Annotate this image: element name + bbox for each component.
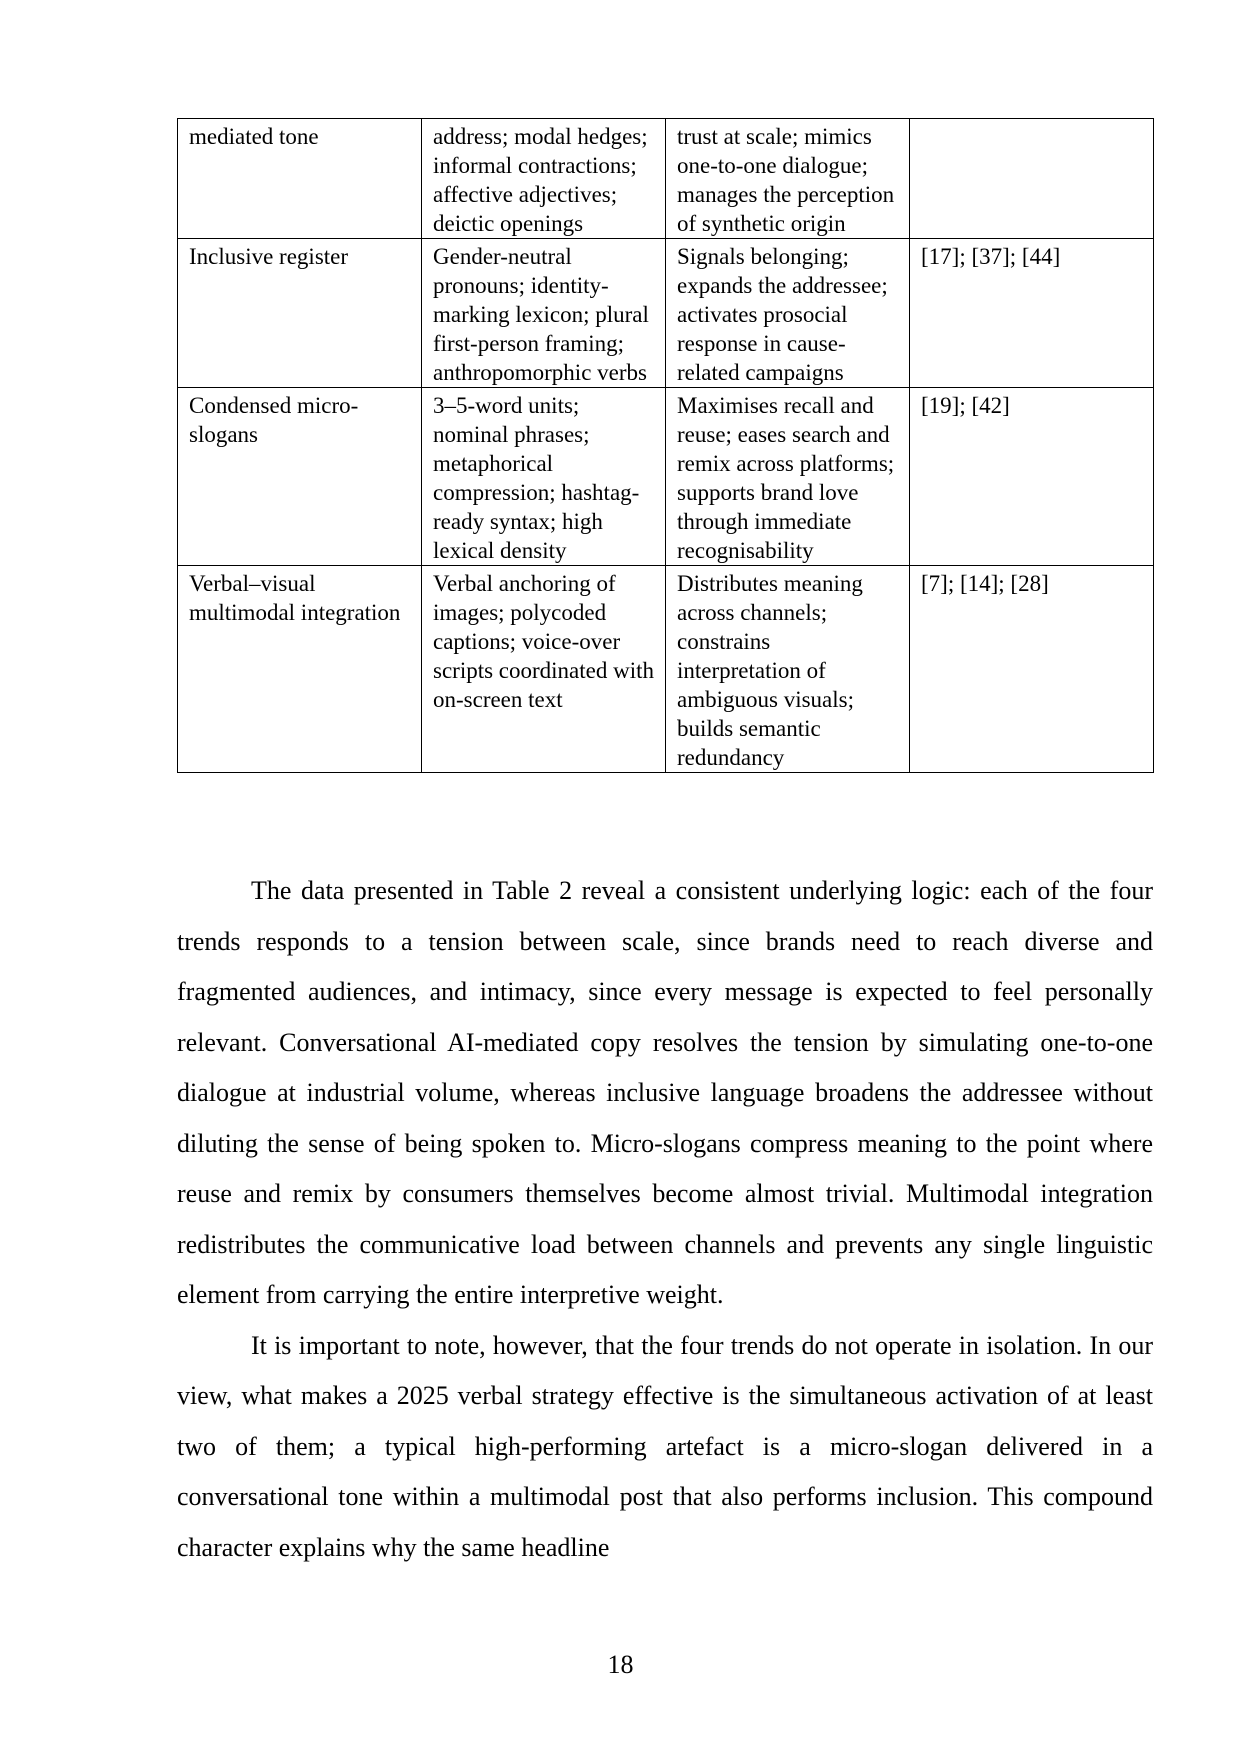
markers-cell: Verbal anchoring of images; polycoded captions; voice-over scripts coordinated with on-screen text bbox=[422, 566, 666, 773]
table-row bbox=[178, 239, 1154, 388]
markers-cell: 3–5-word units; nominal phrases; metaphorical compression; hashtag-ready syntax; high lexical density bbox=[422, 388, 666, 566]
trends-table bbox=[177, 118, 1154, 773]
table-row bbox=[178, 119, 1154, 239]
trend-cell: Condensed micro-slogans bbox=[178, 388, 422, 566]
markers-cell: Gender-neutral pronouns; identity-marking lexicon; plural first-person framing; anthropomorphic verbs bbox=[422, 239, 666, 388]
sources-cell: [7]; [14]; [28] bbox=[910, 566, 1154, 773]
trend-cell: mediated tone bbox=[178, 119, 422, 239]
trend-cell: Verbal–visual multimodal integration bbox=[178, 566, 422, 773]
trends-table-continuation bbox=[177, 118, 1153, 773]
table-row bbox=[178, 388, 1154, 566]
paragraph: The data presented in Table 2 reveal a consistent underlying logic: each of the four trends responds to a tension between scale, since brands need to reach diverse and fragmented audiences, and intimacy, since every message is expected to feel personally relevant. Conversational AI-mediated copy resolves the tension by simulating one-to-one dialogue at industrial volume, whereas inclusive language broadens the addressee without diluting the sense of being spoken to. Micro-slogans compress meaning to the point where reuse and remix by consumers themselves become almost trivial. Multimodal integration redistributes the communicative load between channels and prevents any single linguistic element from carrying the entire interpretive weight. bbox=[177, 876, 1153, 1309]
markers-cell: address; modal hedges; informal contractions; affective adjectives; deictic openings bbox=[422, 119, 666, 239]
function-cell: Distributes meaning across channels; constrains interpretation of ambiguous visuals; builds semantic redundancy bbox=[666, 566, 910, 773]
sources-cell: [19]; [42] bbox=[910, 388, 1154, 566]
paragraph: It is important to note, however, that the four trends do not operate in isolation. In our view, what makes a 2025 verbal strategy effective is the simultaneous activation of at least two of them; a typical high-performing artefact is a micro-slogan delivered in a conversational tone within a multimodal post that also performs inclusion. This compound character explains why the same headline bbox=[177, 1330, 1153, 1562]
function-cell: Signals belonging; expands the addressee; activates prosocial response in cause-related campaigns bbox=[666, 239, 910, 388]
trend-cell: Inclusive register bbox=[178, 239, 422, 388]
page-number: 18 bbox=[607, 1650, 634, 1679]
sources-cell bbox=[910, 119, 1154, 239]
body-text bbox=[177, 866, 1153, 1573]
function-cell: Maximises recall and reuse; eases search and remix across platforms; supports brand love through immediate recognisability bbox=[666, 388, 910, 566]
table-row bbox=[178, 566, 1154, 773]
sources-cell: [17]; [37]; [44] bbox=[910, 239, 1154, 388]
function-cell: trust at scale; mimics one-to-one dialogue; manages the perception of synthetic origin bbox=[666, 119, 910, 239]
